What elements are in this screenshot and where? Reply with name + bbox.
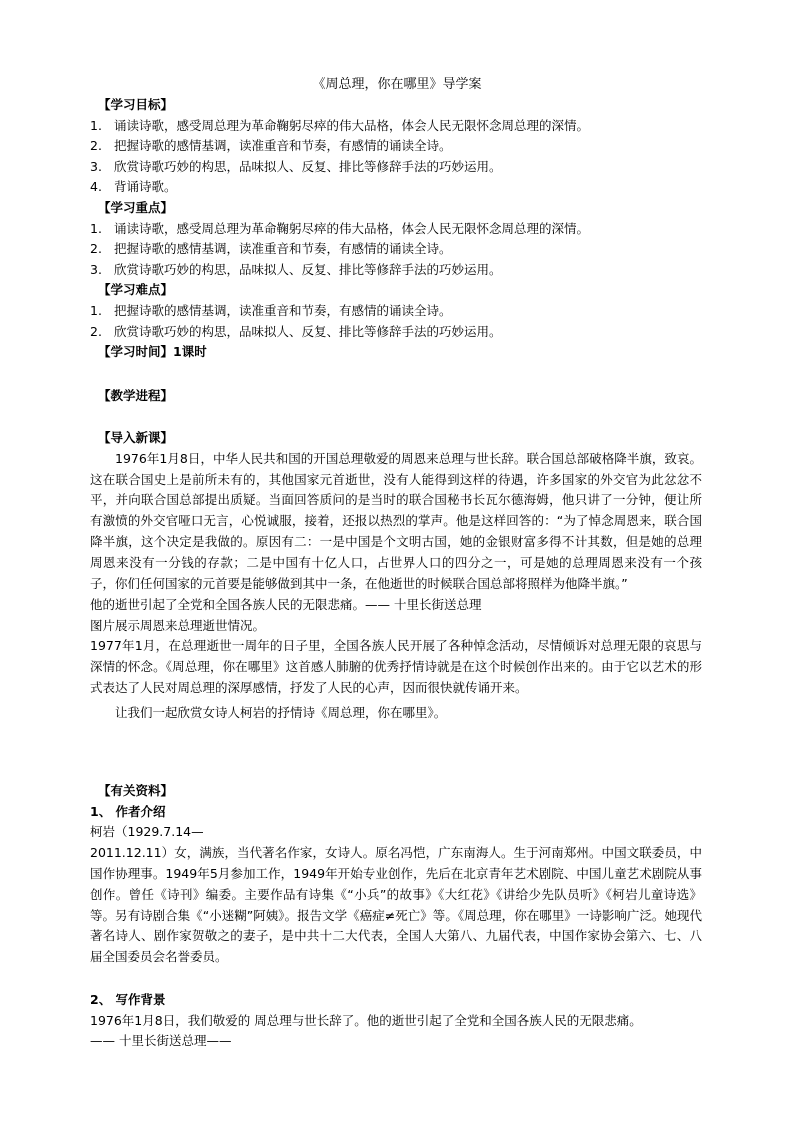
objectives-heading: 【学习目标】 — [98, 97, 174, 112]
author-heading: 1、 作者介绍 — [90, 803, 166, 819]
objective-item: 3. 欣赏诗歌巧妙的构思，品味拟人、反复、排比等修辞手法的巧妙运用。 — [90, 158, 502, 174]
intro-heading: 【导入新课】 — [98, 430, 174, 445]
key-point-item: 1. 诵读诗歌，感受周总理为革命鞠躬尽瘁的伟大品格，体会人民无限怀念周总理的深情。 — [90, 220, 590, 236]
difficulties-heading: 【学习难点】 — [98, 282, 174, 298]
materials-heading: 【有关资料】 — [98, 783, 174, 798]
key-point-item: 3. 欣赏诗歌巧妙的构思，品味拟人、反复、排比等修辞手法的巧妙运用。 — [90, 261, 502, 277]
objective-item: 1. 诵读诗歌，感受周总理为革命鞠躬尽瘁的伟大品格，体会人民无限怀念周总理的深情。 — [90, 117, 590, 133]
author-line: 柯岩（1929.7.14— — [90, 824, 204, 840]
background-heading: 2、 写作背景 — [90, 992, 166, 1007]
key-points-heading: 【学习重点】 — [98, 199, 174, 215]
intro-paragraph: 1977年1月，在总理逝世一周年的日子里，全国各族人民开展了各种悼念活动，尽情倾诉对总理无限的哀思与深情的怀念。《周总理，你在哪里》这首感人肺腑的优秀抒情诗就是在这个时候创作出来的。由于它以艺术的形式表达了人民对周总理的深厚感情，抒发了人民的心声，因而很快就传诵开来。 — [90, 638, 702, 695]
intro-line: 图片展示周恩来总理逝世情况。 — [90, 617, 266, 633]
background-section — [90, 990, 702, 1052]
intro-section — [90, 428, 702, 723]
key-point-item: 2. 把握诗歌的感情基调，读准重音和节奏，有感情的诵读全诗。 — [90, 241, 452, 257]
document-title: 《周总理，你在哪里》导学案 — [312, 77, 482, 92]
background-line: 1976年1月8日，我们敬爱的 周总理与世长辞了。他的逝世引起了全党和全国各族人民的无限悲痛。 — [90, 1012, 642, 1028]
background-line: —— 十里长街送总理—— — [90, 1033, 232, 1049]
intro-line: 他的逝世引起了全党和全国各族人民的无限悲痛。—— 十里长街送总理 — [90, 596, 482, 612]
intro-line: 让我们一起欣赏女诗人柯岩的抒情诗《周总理，你在哪里》。 — [115, 704, 447, 720]
intro-paragraph: 1976年1月8日，中华人民共和国的开国总理敬爱的周恩来总理与世长辞。联合国总部破格降半旗，致哀。这在联合国史上是前所未有的，其他国家元首逝世，没有人能得到这样的待遇，许多国家的外交官为此忿忿不平，并向联合国总部提出质疑。当面回答质问的是当时的联合国秘书长瓦尔德海姆，他只讲了一分钟，便让所有激愤的外交官哑口无言，心悦诚服，接着，还报以热烈的掌声。他是这样回答的：“为了悼念周恩来，联合国降半旗，这个决定是我做的。原因有二：一是中国是个文明古国，她的金银财富多得不计其数，但是她的总理周恩来没有一分钱的存款；二是中国有十亿人口，占世界人口的四分之一，可是她的总理周恩来没有一个孩子，你们任何国家的元首要是能够做到其中一条，在他逝世的时候联合国总部将照样为他降半旗。” — [90, 450, 702, 592]
study-time: 【学习时间】1课时 — [98, 344, 207, 360]
teaching-process-heading: 【教学进程】 — [98, 388, 174, 403]
difficulty-item: 2. 欣赏诗歌巧妙的构思，品味拟人、反复、排比等修辞手法的巧妙运用。 — [90, 323, 502, 339]
objective-item: 2. 把握诗歌的感情基调，读准重音和节奏，有感情的诵读全诗。 — [90, 138, 452, 154]
teaching-process-section — [90, 386, 702, 407]
author-paragraph: 2011.12.11）女，满族，当代著名作家，女诗人。原名冯恺，广东南海人。生于河南郑州。中国文联委员，中国作协理事。1949年5月参加工作，1949年开始专业创作，先后在北京青年艺术剧院、中国儿童艺术剧院从事创作。曾任《诗刊》编委。主要作品有诗集《“小兵”的故事》《大红花》《讲给少先队员听》《柯岩儿童诗选》等。另有诗剧合集《“小迷糊”阿姨》。报告文学《癌症≠死亡》等。《周总理，你在哪里》一诗影响广泛。她现代著名诗人、剧作家贺敬之的妻子，是中共十二大代表，全国人大第八、九届代表，中国作家协会第六、七、八届全国委员会名誉委员。 — [90, 844, 702, 965]
difficulty-item: 1. 把握诗歌的感情基调，读准重音和节奏，有感情的诵读全诗。 — [90, 302, 452, 318]
learning-objectives-section — [90, 95, 702, 363]
objective-item: 4. 背诵诗歌。 — [90, 179, 177, 195]
materials-section — [90, 781, 702, 968]
